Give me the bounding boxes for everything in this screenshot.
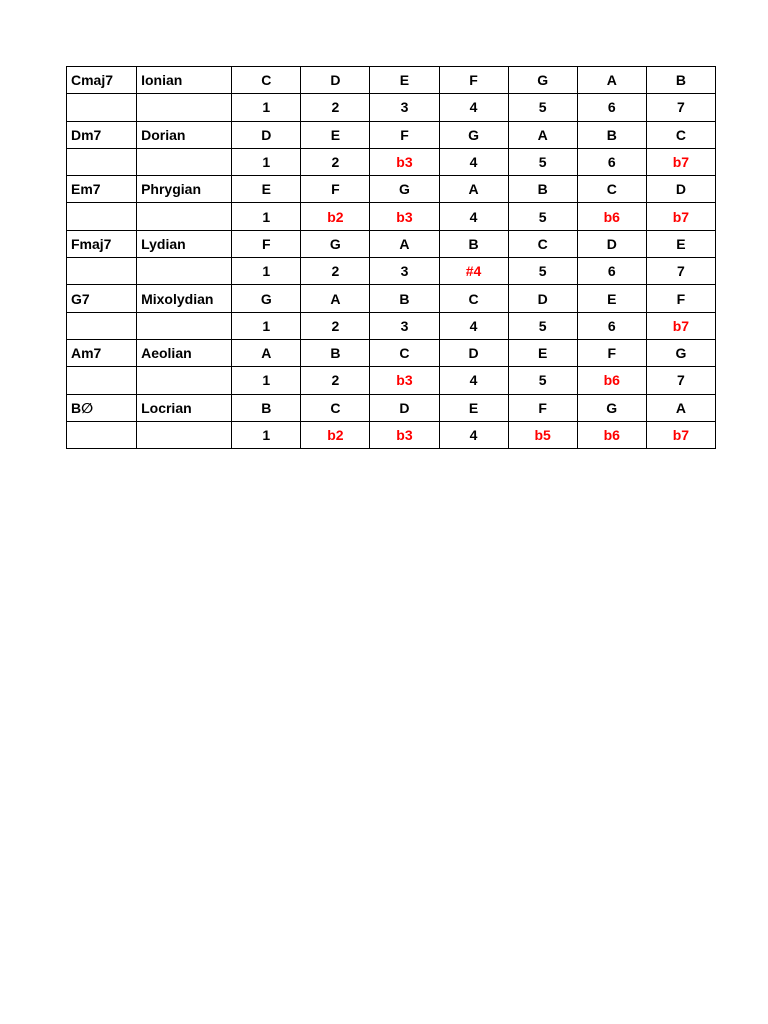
note-cell: C [370, 339, 439, 366]
note-cell: G [301, 230, 370, 257]
degree-cell: 4 [439, 312, 508, 339]
degree-cell: 5 [508, 94, 577, 121]
empty-cell [67, 148, 137, 175]
note-cell: B [577, 121, 646, 148]
empty-cell [137, 94, 232, 121]
empty-cell [67, 203, 137, 230]
note-cell: E [646, 230, 715, 257]
chord-name-cell: G7 [67, 285, 137, 312]
degree-cell: 7 [646, 367, 715, 394]
note-cell: A [370, 230, 439, 257]
note-cell: A [508, 121, 577, 148]
mode-degrees-row [67, 203, 716, 230]
degree-cell: 2 [301, 367, 370, 394]
degree-cell: 1 [232, 258, 301, 285]
chord-name-cell: Em7 [67, 176, 137, 203]
note-cell: D [370, 394, 439, 421]
note-cell: F [370, 121, 439, 148]
degree-cell: 3 [370, 258, 439, 285]
note-cell: D [646, 176, 715, 203]
altered-degree-cell: b7 [646, 421, 715, 448]
mode-notes-row [67, 176, 716, 203]
altered-degree-cell: b6 [577, 421, 646, 448]
note-cell: D [508, 285, 577, 312]
degree-cell: 2 [301, 258, 370, 285]
degree-cell: 1 [232, 203, 301, 230]
degree-cell: 2 [301, 148, 370, 175]
note-cell: C [301, 394, 370, 421]
note-cell: B [439, 230, 508, 257]
note-cell: E [508, 339, 577, 366]
degree-cell: 7 [646, 258, 715, 285]
mode-name-cell: Lydian [137, 230, 232, 257]
empty-cell [67, 421, 137, 448]
mode-notes-row [67, 339, 716, 366]
note-cell: A [301, 285, 370, 312]
note-cell: E [301, 121, 370, 148]
degree-cell: 4 [439, 148, 508, 175]
degree-cell: 5 [508, 148, 577, 175]
note-cell: F [232, 230, 301, 257]
empty-cell [137, 367, 232, 394]
chord-name-cell: B∅ [67, 394, 137, 421]
degree-cell: 4 [439, 367, 508, 394]
note-cell: G [508, 67, 577, 94]
mode-notes-row [67, 121, 716, 148]
degree-cell: 6 [577, 258, 646, 285]
empty-cell [137, 203, 232, 230]
degree-cell: 1 [232, 312, 301, 339]
degree-cell: 3 [370, 94, 439, 121]
altered-degree-cell: b7 [646, 148, 715, 175]
note-cell: B [301, 339, 370, 366]
altered-degree-cell: b7 [646, 203, 715, 230]
empty-cell [67, 94, 137, 121]
empty-cell [137, 258, 232, 285]
note-cell: G [646, 339, 715, 366]
chord-name-cell: Cmaj7 [67, 67, 137, 94]
mode-name-cell: Mixolydian [137, 285, 232, 312]
note-cell: C [508, 230, 577, 257]
altered-degree-cell: b7 [646, 312, 715, 339]
chord-name-cell: Fmaj7 [67, 230, 137, 257]
note-cell: G [577, 394, 646, 421]
note-cell: E [370, 67, 439, 94]
mode-degrees-row [67, 148, 716, 175]
altered-degree-cell: b2 [301, 203, 370, 230]
degree-cell: 6 [577, 312, 646, 339]
note-cell: B [508, 176, 577, 203]
altered-degree-cell: b6 [577, 203, 646, 230]
altered-degree-cell: b3 [370, 367, 439, 394]
mode-degrees-row [67, 421, 716, 448]
note-cell: G [439, 121, 508, 148]
altered-degree-cell: b6 [577, 367, 646, 394]
chord-name-cell: Am7 [67, 339, 137, 366]
note-cell: D [577, 230, 646, 257]
note-cell: F [508, 394, 577, 421]
mode-notes-row [67, 67, 716, 94]
mode-notes-row [67, 285, 716, 312]
mode-notes-row [67, 230, 716, 257]
mode-degrees-row [67, 312, 716, 339]
degree-cell: 5 [508, 258, 577, 285]
note-cell: F [301, 176, 370, 203]
note-cell: B [232, 394, 301, 421]
note-cell: C [577, 176, 646, 203]
mode-notes-row [67, 394, 716, 421]
empty-cell [67, 367, 137, 394]
degree-cell: 5 [508, 312, 577, 339]
note-cell: C [646, 121, 715, 148]
degree-cell: 1 [232, 148, 301, 175]
degree-cell: 4 [439, 203, 508, 230]
note-cell: F [646, 285, 715, 312]
note-cell: A [439, 176, 508, 203]
empty-cell [137, 421, 232, 448]
mode-name-cell: Ionian [137, 67, 232, 94]
note-cell: F [439, 67, 508, 94]
mode-name-cell: Locrian [137, 394, 232, 421]
note-cell: G [370, 176, 439, 203]
note-cell: E [439, 394, 508, 421]
degree-cell: 1 [232, 421, 301, 448]
degree-cell: 3 [370, 312, 439, 339]
degree-cell: 5 [508, 203, 577, 230]
note-cell: B [646, 67, 715, 94]
mode-name-cell: Aeolian [137, 339, 232, 366]
altered-degree-cell: b3 [370, 421, 439, 448]
mode-name-cell: Phrygian [137, 176, 232, 203]
note-cell: D [301, 67, 370, 94]
degree-cell: 4 [439, 94, 508, 121]
note-cell: E [232, 176, 301, 203]
mode-degrees-row [67, 367, 716, 394]
degree-cell: 5 [508, 367, 577, 394]
note-cell: F [577, 339, 646, 366]
note-cell: D [439, 339, 508, 366]
empty-cell [137, 312, 232, 339]
note-cell: C [439, 285, 508, 312]
note-cell: E [577, 285, 646, 312]
degree-cell: 6 [577, 94, 646, 121]
degree-cell: 1 [232, 367, 301, 394]
mode-name-cell: Dorian [137, 121, 232, 148]
altered-degree-cell: b2 [301, 421, 370, 448]
degree-cell: 7 [646, 94, 715, 121]
modes-table [66, 66, 716, 449]
note-cell: A [577, 67, 646, 94]
altered-degree-cell: b3 [370, 148, 439, 175]
degree-cell: 2 [301, 312, 370, 339]
mode-degrees-row [67, 94, 716, 121]
empty-cell [137, 148, 232, 175]
altered-degree-cell: b5 [508, 421, 577, 448]
altered-degree-cell: b3 [370, 203, 439, 230]
altered-degree-cell: #4 [439, 258, 508, 285]
degree-cell: 4 [439, 421, 508, 448]
mode-degrees-row [67, 258, 716, 285]
note-cell: G [232, 285, 301, 312]
chord-name-cell: Dm7 [67, 121, 137, 148]
note-cell: B [370, 285, 439, 312]
note-cell: D [232, 121, 301, 148]
degree-cell: 1 [232, 94, 301, 121]
degree-cell: 2 [301, 94, 370, 121]
modes-table-body [67, 67, 716, 449]
note-cell: A [232, 339, 301, 366]
empty-cell [67, 258, 137, 285]
degree-cell: 6 [577, 148, 646, 175]
note-cell: C [232, 67, 301, 94]
empty-cell [67, 312, 137, 339]
note-cell: A [646, 394, 715, 421]
